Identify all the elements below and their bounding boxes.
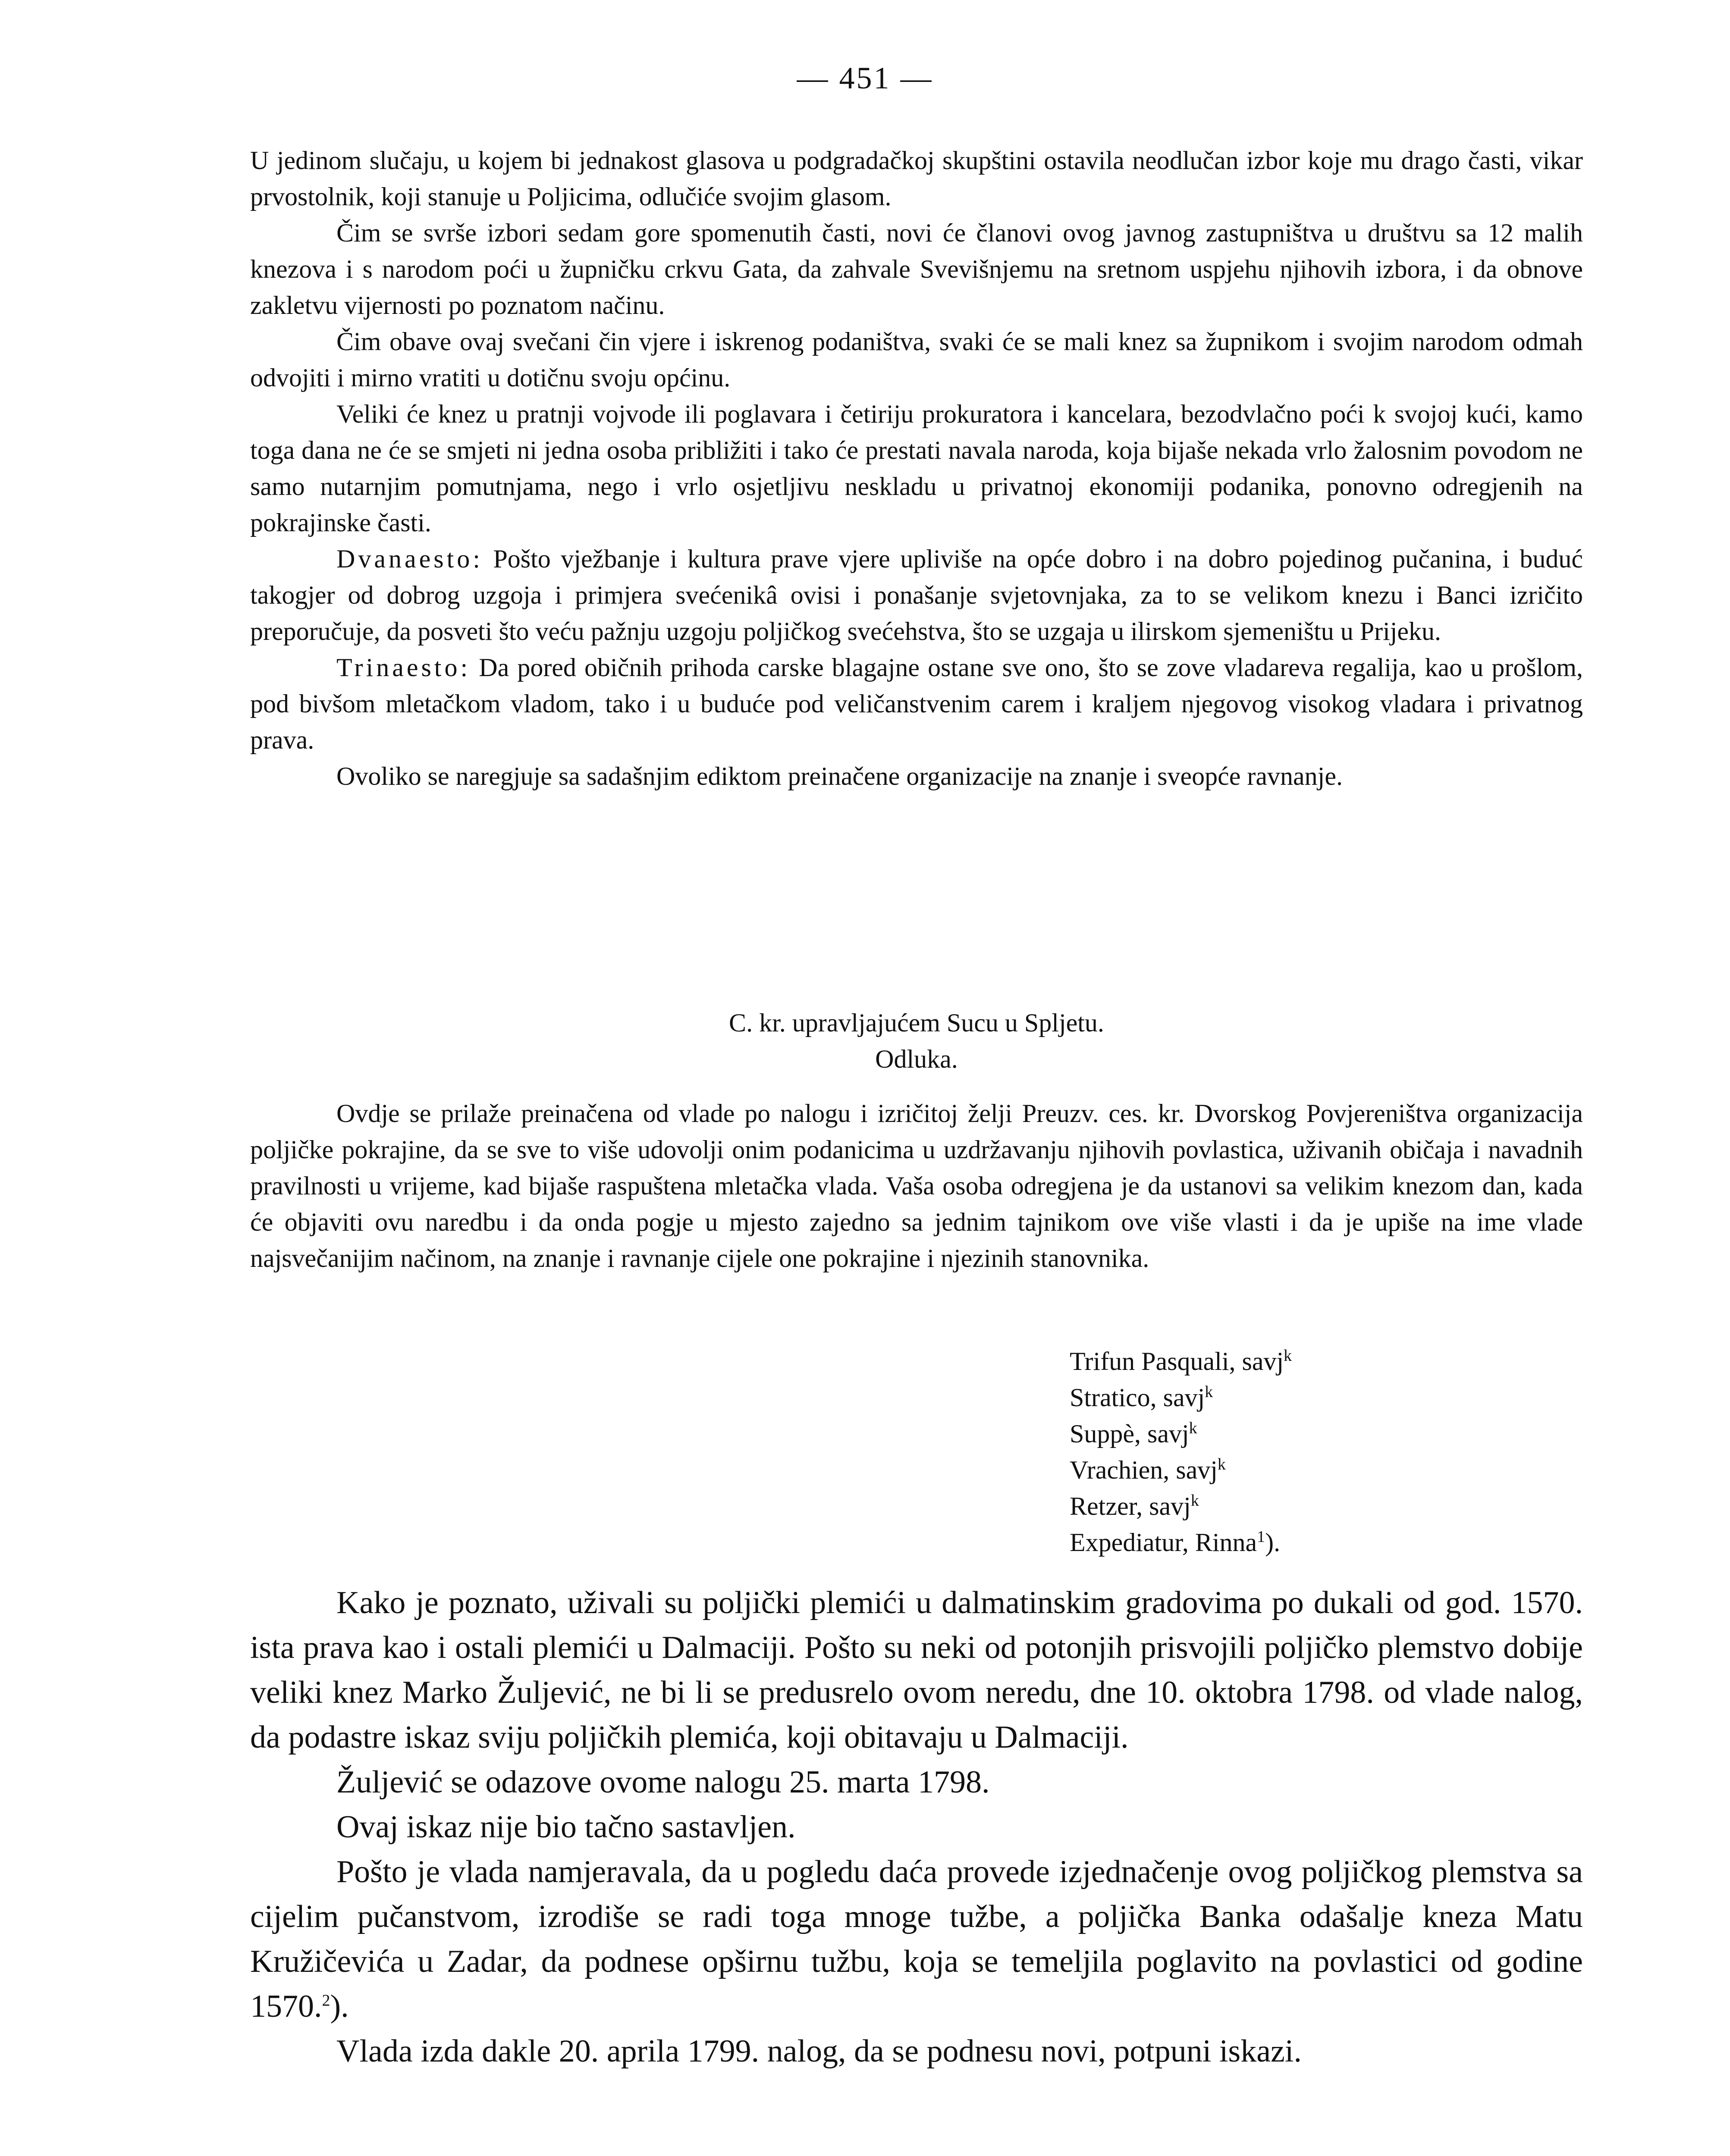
paragraph: Ovdje se prilaže preinačena od vlade po nalogu i izričitoj želji Preuzv. ces. kr. Dvorskog Povjereništva organizacija poljičke pokrajine, da se sve to više udovolji onim podanicima u uzdržavanju njihovih povlastica, uživanih običaja i navadnih pravilnosti u vrijeme, kad bijaše raspuštena mletačka vlada. Vaša osoba odregjena je da ustanovi sa velikim knezom dan, kada će objaviti ovu naredbu i da onda pogje u mjesto zajedno sa jednim tajnikom ove više vlasti i da je upiše na ime vlade najsvečanijim načinom, na znanje i ravnanje cijele one pokrajine i njezinih stanovnika. — [250, 1099, 1583, 1272]
paragraph: Kako je poznato, uživali su poljički plemići u dalmatinskim gradovima po dukali od god. 1570. ista prava kao i ostali plemići u Dalmaciji. Pošto su neki od potonjih prisvojili poljičko plemstvo dobije veliki knez Marko Žuljević, ne bi li se predusrelo ovom neredu, dne 10. oktobra 1798. od vlade nalog, da podastre iskaz sviju poljičkih plemića, koji obitavaju u Dalmaciji. — [250, 1585, 1583, 1755]
decision-heading: Odluka. — [875, 1045, 958, 1073]
article-text: Pošto vježbanje i kultura prave vjere upliviše na opće dobro i na dobro pojedinog pučanina, i buduć takogjer od dobrog uzgoja i primjera svećenikâ ovisi i ponašanje svjetovnjaka, za to se velikom knezu i Banci izričito preporučuje, da posveti što veću pažnju uzgoju poljičkog svećehstva, što se uzgaja u ilirskom sjemeništu u Prijeku. — [250, 545, 1583, 646]
lower-text — [250, 1580, 1583, 2074]
paragraph: Čim se svrše izbori sedam gore spomenutih časti, novi će članovi ovog javnog zastupništva u društvu sa 12 malih knezova i s narodom poći u župničku crkvu Gata, da zahvale Svevišnjemu na sretnom uspjehu njihovih izbora, i da obnove zakletvu vijernosti po poznatom načinu. — [250, 219, 1583, 320]
article-heading: Dvanaesto: — [336, 545, 483, 573]
signature-line: Expediatur, Rinna$^1$). — [1070, 1528, 1281, 1557]
paragraph-trinaesto — [250, 649, 1583, 758]
paragraph: Žuljević se odazove ovome nalogu 25. marta 1798. — [336, 1764, 990, 1800]
footnote-ref: 2 — [322, 1991, 330, 2010]
upper-text — [250, 142, 1583, 794]
signature-line: Suppè, savj$^k$ — [1070, 1419, 1197, 1448]
signature-line: Trifun Pasquali, savj$^k$ — [1070, 1347, 1292, 1376]
signature-line: Stratico, savj$^k$ — [1070, 1383, 1213, 1412]
article-text: Da pored običnih prihoda carske blagajne ostane sve ono, što se zove vladareva regalija, kao u prošlom, pod bivšom mletačkom vladom, tako i u buduće pod veličanstvenim carem i kraljem njegovog visokog vladara i privatnog prava. — [250, 653, 1583, 754]
paragraph: Ovaj iskaz nije bio tačno sastavljen. — [336, 1809, 796, 1845]
paragraph-dvanaesto — [250, 541, 1583, 649]
paragraph: Veliki će knez u pratnji vojvode ili poglavara i četiriju prokuratora i kancelara, bezodvlačno poći k svojoj kući, kamo toga dana ne će se smjeti ni jedna osoba približiti i tako će prestati navala naroda, koja bijaše nekada vrlo žalosnim povodom ne samo nutarnjim pomutnjama, nego i vrlo osjetljivu neskladu u privatnoj ekonomiji podanika, ponovno odregjenih na pokrajinske časti. — [250, 400, 1583, 537]
signature-line: Vrachien, savj$^k$ — [1070, 1455, 1226, 1484]
paragraph: Ovoliko se naregjuje sa sadašnjim ediktom preinačene organizacije na znanje i sveopće ravnanje. — [336, 762, 1343, 790]
article-heading: Trinaesto: — [336, 653, 471, 682]
addressee-block — [250, 1005, 1583, 1077]
page-number: — 451 — — [797, 61, 933, 95]
paragraph: Čim obave ovaj svečani čin vjere i iskrenog podaništva, svaki će se mali knez sa župnikom i svojim narodom odmah odvojiti i mirno vratiti u dotičnu svoju općinu. — [250, 327, 1583, 392]
signature-line: Retzer, savj$^k$ — [1070, 1492, 1199, 1520]
decision-text — [250, 1095, 1583, 1276]
signatures — [1070, 1343, 1292, 1561]
paragraph: Pošto je vlada namjeravala, da u pogledu daća provede izjednačenje ovog poljičkog plemstva sa cijelim pučanstvom, izrodiše se radi toga mnoge tužbe, a poljička Banka odašalje kneza Matu Kružičevića u Zadar, da podnese opširnu tužbu, koja se temeljila poglavito na povlastici od godine 1570.$^2$). — [250, 1854, 1583, 2024]
footnote-ref: 1 — [1257, 1528, 1265, 1546]
paragraph: U jedinom slučaju, u kojem bi jednakost glasova u podgradačkoj skupštini ostavila neodlučan izbor koje mu drago časti, vikar prvostolnik, koji stanuje u Poljicima, odlučiće svojim glasom. — [250, 146, 1583, 211]
addressee-line: C. kr. upravljajućem Sucu u Spljetu. — [729, 1009, 1104, 1037]
paragraph: Vlada izda dakle 20. aprila 1799. nalog, da se podnesu novi, potpuni iskazi. — [336, 2034, 1302, 2069]
